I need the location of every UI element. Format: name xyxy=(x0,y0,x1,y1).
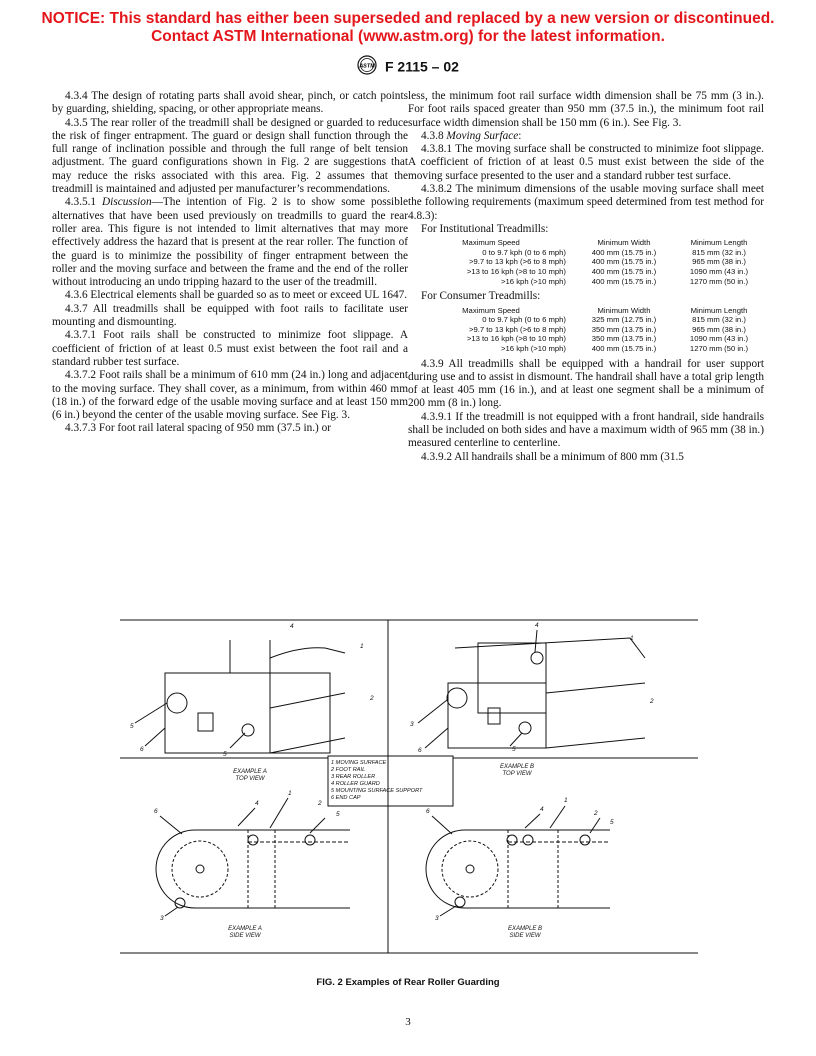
legend-item: 4 ROLLER GUARD xyxy=(331,781,380,787)
para-4-3-8: 4.3.8 Moving Surface: xyxy=(421,129,522,142)
callout-3: 3 xyxy=(160,915,164,922)
cell-length: 1090 mm (43 in.) xyxy=(689,334,749,344)
left-column xyxy=(52,90,408,436)
section-title: Moving Surface xyxy=(446,129,519,142)
figure-2 xyxy=(120,618,698,958)
para-4-3-8-2: 4.3.8.2 The minimum dimensions of the usable moving surface shall meet the following requirements (maximum speed determined from test method for 4.8.3): xyxy=(408,183,764,222)
discussion-label: Discussion xyxy=(102,196,152,209)
col-header-speed: Maximum Speed xyxy=(462,238,520,248)
section-number: 4.3.8 xyxy=(421,129,444,142)
callout-4: 4 xyxy=(290,623,294,630)
legend-item: 2 FOOT RAIL xyxy=(331,767,366,773)
cell-width: 350 mm (13.75 in.) xyxy=(591,324,657,334)
callout-2: 2 xyxy=(594,810,598,817)
institutional-label: For Institutional Treadmills: xyxy=(421,222,549,235)
cell-length: 965 mm (38 in.) xyxy=(692,257,746,267)
document-header xyxy=(0,55,816,78)
para-4-3-9: 4.3.9 All treadmills shall be equipped with a handrail for user support during use and to assist in dismount. The handrail shall have a total grip length of at least 405 mm (16 in.), and at least one segment shall be a minimum of 200 mm (8 in.) long. xyxy=(408,357,764,410)
example-b-side-view xyxy=(426,806,610,916)
col-header-width: Minimum Width xyxy=(597,305,651,315)
col-header-length: Minimum Length xyxy=(690,238,748,248)
rear-roller-guarding-drawing xyxy=(120,618,698,958)
para-4-3-7-1: 4.3.7.1 Foot rails shall be constructed to minimize foot slippage. A coefficient of friction of at least 0.5 must exist between the foot rail and a standard rubber test surface. xyxy=(52,329,408,368)
para-4-3-4: 4.3.4 The design of rotating parts shall avoid shear, pinch, or catch points by guarding, shielding, spacing, or other appropriate means. xyxy=(52,90,408,116)
callout-4: 4 xyxy=(535,622,539,629)
col-header-width: Minimum Width xyxy=(597,238,651,248)
callout-1: 1 xyxy=(630,635,634,642)
table-row xyxy=(408,257,764,267)
table-row xyxy=(408,344,764,354)
para-4-3-5-1 xyxy=(52,196,408,289)
cell-speed: 0 to 9.7 kph (0 to 6 mph) xyxy=(482,247,566,257)
consumer-label: For Consumer Treadmills: xyxy=(421,290,541,303)
callout-1: 1 xyxy=(360,643,364,650)
legend-item: 3 REAR ROLLER xyxy=(331,774,376,780)
para-4-3-9-1: 4.3.9.1 If the treadmill is not equipped with a front handrail, side handrails shall be included on both sides and have a maximum width of 965 mm (38 in.) measured centerline to centerline. xyxy=(408,410,764,450)
cell-width: 400 mm (15.75 in.) xyxy=(591,343,657,353)
para-4-3-7-2: 4.3.7.2 Foot rails shall be a minimum of 610 mm (24 in.) long and adjacent to the moving surface. They shall cover, as a minimum, from within 460 mm (18 in.) of the forward edge of the usable moving surface and at least 150 mm (6 in.) beyond the center of the usable moving surface. See Fig. 3. xyxy=(52,369,408,422)
cell-speed: >9.7 to 13 kph (>6 to 8 mph) xyxy=(468,257,566,267)
legend-item: 5 MOUNTING SURFACE SUPPORT xyxy=(331,788,423,794)
designation: F 2115 – 02 xyxy=(384,58,459,75)
table-row xyxy=(408,277,764,287)
cell-width: 325 mm (12.75 in.) xyxy=(591,315,657,325)
callout-2: 2 xyxy=(370,695,374,702)
callout-1: 1 xyxy=(564,797,568,804)
cell-length: 815 mm (32 in.) xyxy=(692,247,746,257)
cell-speed: >9.7 to 13 kph (>6 to 8 mph) xyxy=(468,324,566,334)
label-side-view-b: SIDE VIEW xyxy=(509,933,541,939)
discussion-number: 4.3.5.1 xyxy=(65,196,97,209)
para-4-3-9-2: 4.3.9.2 All handrails shall be a minimum of 800 mm (31.5 xyxy=(421,450,684,463)
para-4-3-7: 4.3.7 All treadmills shall be equipped with foot rails to facilitate user mounting and dismounting. xyxy=(52,302,408,329)
right-column xyxy=(408,90,764,464)
callout-4: 4 xyxy=(255,800,259,807)
table-row xyxy=(408,315,764,325)
callout-5: 5 xyxy=(610,819,614,826)
label-example-b-top: EXAMPLE B xyxy=(499,764,535,770)
callout-5: 5 xyxy=(336,811,340,818)
callout-6: 6 xyxy=(418,747,422,754)
discussion-text: —The intention of Fig. 2 is to show some possible alternatives that have been used previously on treadmills to guard the rear roller area. This figure is not intended to limit alternatives that may more effectively address the hazard that is present at the rear roller. The function of the guard is to minimize the possibility of finger entrapment between the roller and the moving surface and between the frame and the end of the roller without introducing an undo tripping hazard to the user of the treadmill. xyxy=(52,196,408,289)
cell-speed: >13 to 16 kph (>8 to 10 mph) xyxy=(466,267,566,277)
callout-2: 2 xyxy=(650,698,654,705)
callout-5: 5 xyxy=(130,723,134,730)
label-top-view-b: TOP VIEW xyxy=(502,771,532,777)
callout-1: 1 xyxy=(288,790,292,797)
legend-item: 6 END CAP xyxy=(331,795,361,801)
cell-speed: 0 to 9.7 kph (0 to 6 mph) xyxy=(482,315,566,325)
cell-length: 1090 mm (43 in.) xyxy=(689,267,749,277)
label-top-view-a: TOP VIEW xyxy=(235,776,265,782)
example-a-top-view xyxy=(135,640,345,753)
callout-6: 6 xyxy=(140,746,144,753)
cell-width: 400 mm (15.75 in.) xyxy=(591,276,657,286)
consumer-table xyxy=(408,306,764,354)
legend-item: 1 MOVING SURFACE xyxy=(331,760,387,766)
label-example-a-top: EXAMPLE A xyxy=(233,769,267,775)
label-side-view-a: SIDE VIEW xyxy=(229,933,261,939)
label-example-a-side: EXAMPLE A xyxy=(228,926,262,932)
para-4-3-8-1: 4.3.8.1 The moving surface shall be constructed to minimize foot slippage. A coefficient of friction of at least 0.5 must exist between the side of the moving surface presented to the user and a standard rubber test surface. xyxy=(408,143,764,182)
para-4-3-5: 4.3.5 The rear roller of the treadmill shall be designed or guarded to reduce the risk of finger entrapment. The guard or design shall function through the full range of inclination possible and through the full range of belt tension adjustment. The guard configurations shown in Fig. 2 are suggestions that may reduce the risks associated with this area. Fig. 2 assumes that the treadmill is maintained and adjusted per manufacturer’s recommendations. xyxy=(52,116,408,196)
figure-caption: FIG. 2 Examples of Rear Roller Guarding xyxy=(316,977,500,988)
example-b-top-view xyxy=(418,630,645,748)
svg-text:ASTM: ASTM xyxy=(359,63,375,70)
col-header-length: Minimum Length xyxy=(690,305,748,315)
callout-6: 6 xyxy=(426,808,430,815)
cell-length: 1270 mm (50 in.) xyxy=(689,343,749,353)
callout-2: 2 xyxy=(318,800,322,807)
callout-3: 3 xyxy=(410,721,414,728)
cell-width: 400 mm (15.75 in.) xyxy=(591,267,657,277)
callout-3: 3 xyxy=(435,915,439,922)
cell-width: 400 mm (15.75 in.) xyxy=(591,247,657,257)
table-row xyxy=(408,248,764,258)
notice-banner xyxy=(0,10,816,46)
callout-6: 6 xyxy=(154,808,158,815)
cell-length: 815 mm (32 in.) xyxy=(692,315,746,325)
para-continued: less, the minimum foot rail surface width dimension shall be 75 mm (3 in.). For foot rails spaced greater than 950 mm (37.5 in.), the minimum foot rail surface width dimension shall be 150 mm (6 in.). See Fig. 3. xyxy=(408,90,764,129)
example-a-side-view xyxy=(156,798,350,916)
cell-length: 965 mm (38 in.) xyxy=(692,324,746,334)
table-row xyxy=(408,267,764,277)
cell-width: 400 mm (15.75 in.) xyxy=(591,257,657,267)
cell-speed: >16 kph (>10 mph) xyxy=(501,276,566,286)
page-number: 3 xyxy=(405,1016,411,1028)
astm-logo-icon xyxy=(357,55,377,78)
para-4-3-6: 4.3.6 Electrical elements shall be guarded so as to meet or exceed UL 1647. xyxy=(65,289,408,302)
institutional-table xyxy=(408,238,764,286)
table-row xyxy=(408,334,764,344)
callout-4: 4 xyxy=(540,806,544,813)
callout-5: 5 xyxy=(223,751,227,758)
para-4-3-7-3: 4.3.7.3 For foot rail lateral spacing of 950 mm (37.5 in.) or xyxy=(65,422,332,435)
notice-line-2: Contact ASTM International (www.astm.org) for the latest information. xyxy=(151,28,665,45)
callout-5: 5 xyxy=(512,746,516,753)
cell-width: 350 mm (13.75 in.) xyxy=(591,334,657,344)
table-row xyxy=(408,325,764,335)
cell-speed: >16 kph (>10 mph) xyxy=(501,343,566,353)
cell-length: 1270 mm (50 in.) xyxy=(689,276,749,286)
notice-line-1: NOTICE: This standard has either been superseded and replaced by a new version or discontinued. xyxy=(41,10,775,27)
label-example-b-side: EXAMPLE B xyxy=(507,926,543,932)
cell-speed: >13 to 16 kph (>8 to 10 mph) xyxy=(466,334,566,344)
col-header-speed: Maximum Speed xyxy=(462,305,520,315)
